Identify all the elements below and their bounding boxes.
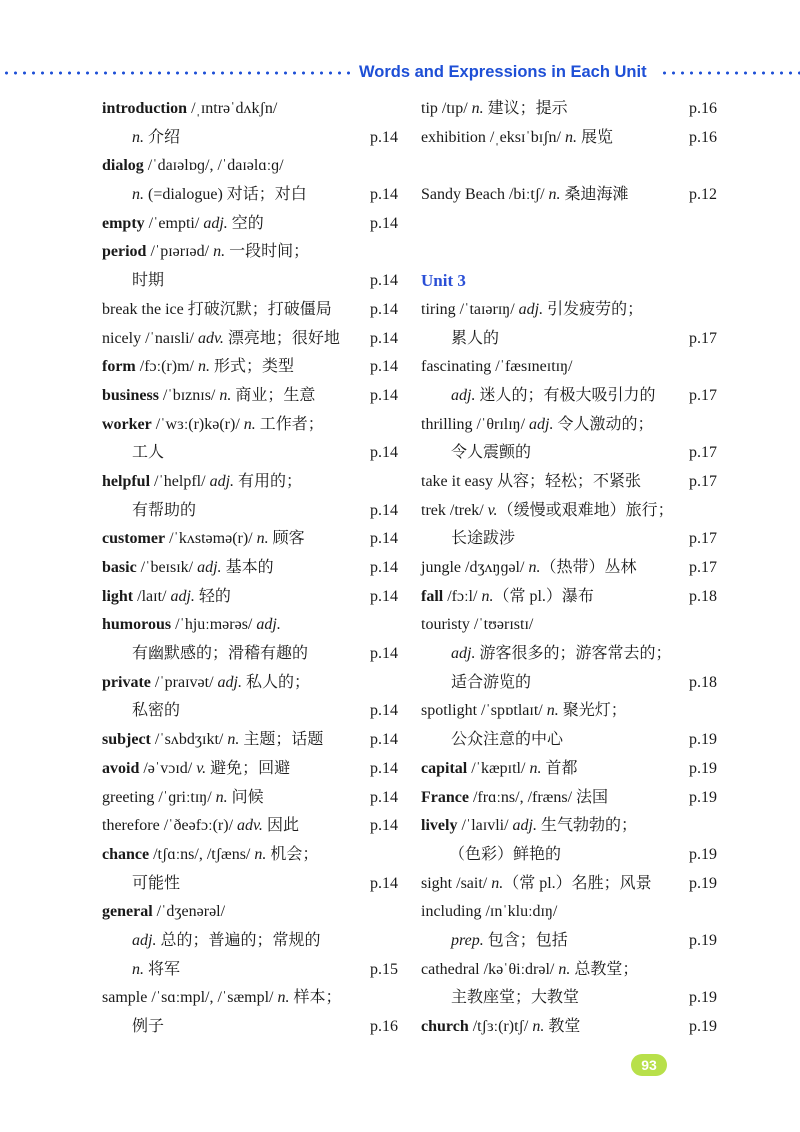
glossary-line bbox=[102, 152, 398, 181]
headword: period bbox=[102, 243, 147, 261]
part-of-speech: n. bbox=[528, 559, 541, 576]
headword: helpful bbox=[102, 472, 151, 490]
glossary-line bbox=[421, 669, 717, 698]
entry-text: n. 介绍 bbox=[132, 128, 181, 146]
page-reference: p.14 bbox=[370, 731, 398, 749]
glossary-line bbox=[102, 497, 398, 526]
page-reference: p.19 bbox=[689, 989, 717, 1007]
part-of-speech: adv. bbox=[237, 817, 263, 835]
entry-text: thrilling /ˈθrɪlɪŋ/ adj. 令人激动的； bbox=[421, 415, 654, 433]
glossary-line bbox=[102, 382, 398, 411]
glossary-line bbox=[421, 984, 717, 1013]
entry-text: avoid /əˈvɔɪd/ v. 避免；回避 bbox=[102, 759, 291, 777]
headword: dialog bbox=[102, 157, 144, 175]
page-reference: p.14 bbox=[370, 444, 398, 462]
glossary-line bbox=[421, 468, 717, 497]
page-reference: p.14 bbox=[370, 214, 398, 232]
part-of-speech: n. bbox=[277, 989, 290, 1007]
page-reference: p.14 bbox=[370, 386, 398, 404]
glossary-line bbox=[102, 697, 398, 726]
part-of-speech: adj. bbox=[203, 214, 228, 232]
page-reference: p.16 bbox=[689, 100, 717, 117]
entry-text: 长途跋涉 bbox=[451, 530, 516, 548]
page-reference: p.19 bbox=[689, 845, 717, 863]
glossary-line bbox=[421, 554, 717, 583]
page-reference: p.17 bbox=[689, 329, 717, 347]
part-of-speech: adj. bbox=[518, 300, 544, 318]
part-of-speech: adv. bbox=[197, 329, 224, 347]
entry-text: capital /ˈkæpɪtl/ n. 首都 bbox=[421, 759, 578, 777]
glossary-line bbox=[102, 669, 398, 698]
entry-text: general /ˈdʒenərəl/ bbox=[102, 903, 226, 921]
part-of-speech: adj. bbox=[217, 673, 242, 691]
entry-text: nicely /ˈnaɪsli/ adv. 漂亮地；很好地 bbox=[102, 329, 340, 347]
entry-text: worker /ˈwɜː(r)kə(r)/ n. 工作者； bbox=[102, 415, 324, 433]
page-reference: p.14 bbox=[370, 645, 398, 663]
glossary-line bbox=[421, 583, 717, 612]
glossary-line bbox=[421, 726, 717, 755]
page-reference: p.14 bbox=[370, 817, 398, 835]
part-of-speech: n. bbox=[215, 788, 228, 806]
entry-text: prep. 包含；包括 bbox=[451, 931, 568, 949]
entry-text: light /laɪt/ adj. 轻的 bbox=[102, 587, 231, 605]
entry-text: adj. 总的；普遍的；常规的 bbox=[132, 931, 321, 949]
glossary-line bbox=[102, 353, 398, 382]
part-of-speech: n. bbox=[132, 128, 144, 146]
glossary-line bbox=[421, 95, 717, 124]
glossary-line bbox=[421, 870, 717, 899]
glossary-line bbox=[421, 124, 717, 153]
entry-text: fascinating /ˈfæsɪneɪtɪŋ/ bbox=[421, 358, 573, 376]
part-of-speech: adj. bbox=[451, 645, 476, 663]
headword: avoid bbox=[102, 759, 140, 777]
part-of-speech: n. bbox=[471, 100, 484, 117]
glossary-line bbox=[102, 611, 398, 640]
entry-text: 公众注意的中心 bbox=[451, 731, 564, 749]
entry-text: customer /ˈkʌstəmə(r)/ n. 顾客 bbox=[102, 530, 305, 548]
page-reference: p.14 bbox=[370, 874, 398, 892]
glossary-line bbox=[421, 1013, 717, 1042]
page-reference: p.17 bbox=[689, 559, 717, 576]
entry-text: 适合游览的 bbox=[451, 673, 532, 691]
page-reference: p.14 bbox=[370, 788, 398, 806]
part-of-speech: n. bbox=[254, 845, 267, 863]
entry-text: 例子 bbox=[132, 1018, 165, 1035]
glossary-line bbox=[102, 755, 398, 784]
glossary-line bbox=[102, 296, 398, 325]
headword: private bbox=[102, 673, 151, 691]
entry-text: introduction /ˌɪntrəˈdʌkʃn/ bbox=[102, 100, 278, 117]
headword: basic bbox=[102, 559, 137, 576]
entry-text: sample /ˈsɑːmpl/, /ˈsæmpl/ n. 样本； bbox=[102, 989, 342, 1007]
part-of-speech: n. bbox=[532, 1018, 545, 1035]
headword: lively bbox=[421, 817, 458, 835]
part-of-speech: n. bbox=[548, 186, 561, 204]
part-of-speech: adj. bbox=[512, 817, 537, 835]
glossary-line bbox=[102, 984, 398, 1013]
header-dots-right bbox=[660, 71, 800, 75]
glossary-line bbox=[421, 296, 717, 325]
page-reference: p.14 bbox=[370, 358, 398, 376]
glossary-line bbox=[421, 353, 717, 382]
page-reference: p.19 bbox=[689, 874, 717, 892]
page-number-badge: 93 bbox=[631, 1054, 667, 1076]
entry-text: basic /ˈbeɪsɪk/ adj. 基本的 bbox=[102, 559, 274, 576]
blank-line bbox=[421, 210, 717, 239]
headword: worker bbox=[102, 415, 152, 433]
entry-text: 工人 bbox=[132, 444, 165, 462]
glossary-line bbox=[102, 726, 398, 755]
entry-text: tip /tɪp/ n. 建议；提示 bbox=[421, 100, 568, 117]
glossary-line bbox=[421, 956, 717, 985]
glossary-line bbox=[102, 554, 398, 583]
entry-text: helpful /ˈhelpfl/ adj. 有用的； bbox=[102, 472, 303, 490]
entry-text: cathedral /kəˈθiːdrəl/ n. 总教堂； bbox=[421, 960, 639, 978]
blank-line bbox=[421, 238, 717, 267]
page-reference: p.19 bbox=[689, 759, 717, 777]
page-reference: p.19 bbox=[689, 931, 717, 949]
blank-line bbox=[421, 152, 717, 181]
entry-text: dialog /ˈdaɪəlɒɡ/, /ˈdaɪəlɑːɡ/ bbox=[102, 157, 284, 175]
entry-text bbox=[421, 273, 466, 290]
glossary-line bbox=[102, 784, 398, 813]
part-of-speech: adj. bbox=[209, 472, 235, 490]
entry-text: subject /ˈsʌbdʒɪkt/ n. 主题；话题 bbox=[102, 731, 324, 749]
page-reference: p.19 bbox=[689, 1018, 717, 1035]
glossary-line bbox=[102, 927, 398, 956]
entry-text: jungle /dʒʌŋɡəl/ n.（热带）丛林 bbox=[421, 559, 637, 576]
page-reference: p.15 bbox=[370, 960, 398, 978]
page-reference: p.17 bbox=[689, 386, 717, 404]
glossary-line bbox=[421, 812, 717, 841]
headword: humorous bbox=[102, 616, 172, 634]
glossary-line bbox=[421, 382, 717, 411]
glossary-line bbox=[421, 640, 717, 669]
page-reference: p.14 bbox=[370, 501, 398, 519]
glossary-line bbox=[102, 325, 398, 354]
part-of-speech: n. bbox=[213, 243, 226, 261]
entry-text: touristy /ˈtʊərɪstɪ/ bbox=[421, 616, 534, 634]
page-reference: p.16 bbox=[370, 1018, 398, 1035]
unit-title: Unit 3 bbox=[421, 271, 466, 291]
entry-text: church /tʃɜː(r)tʃ/ n. 教堂 bbox=[421, 1018, 581, 1035]
part-of-speech: n. bbox=[219, 386, 232, 404]
entry-text: humorous /ˈhjuːmərəs/ adj. bbox=[102, 616, 281, 634]
page-reference: p.18 bbox=[689, 587, 717, 605]
part-of-speech: n. bbox=[227, 731, 240, 749]
entry-text: 累人的 bbox=[451, 329, 500, 347]
glossary-line bbox=[421, 898, 717, 927]
entry-text: 主教座堂；大教堂 bbox=[451, 989, 580, 1007]
glossary-line bbox=[421, 497, 717, 526]
entry-text: 令人震颤的 bbox=[451, 444, 532, 462]
glossary-line bbox=[102, 583, 398, 612]
part-of-speech: adj. bbox=[197, 559, 222, 576]
glossary-line bbox=[421, 841, 717, 870]
part-of-speech: n. bbox=[256, 530, 269, 548]
headword: introduction bbox=[102, 100, 188, 117]
part-of-speech: n. bbox=[491, 874, 504, 892]
glossary-line bbox=[421, 697, 717, 726]
left-column bbox=[102, 95, 398, 1042]
page-reference: p.14 bbox=[370, 530, 398, 548]
headword: capital bbox=[421, 759, 468, 777]
header-dots-left bbox=[2, 71, 354, 75]
glossary-line bbox=[102, 124, 398, 153]
glossary-line bbox=[102, 1013, 398, 1042]
entry-text: n. (=dialogue) 对话；对白 bbox=[132, 186, 307, 204]
entry-text: tiring /ˈtaɪərɪŋ/ adj. 引发疲劳的； bbox=[421, 300, 644, 318]
glossary-line bbox=[102, 956, 398, 985]
page-reference: p.14 bbox=[370, 329, 398, 347]
glossary-line bbox=[102, 468, 398, 497]
headword: business bbox=[102, 386, 159, 404]
headword: form bbox=[102, 358, 136, 376]
headword: customer bbox=[102, 530, 166, 548]
part-of-speech: n. bbox=[197, 358, 210, 376]
headword: church bbox=[421, 1018, 469, 1035]
glossary-line bbox=[421, 611, 717, 640]
page-reference: p.14 bbox=[370, 759, 398, 777]
part-of-speech: n. bbox=[564, 128, 577, 146]
glossary-line bbox=[421, 439, 717, 468]
entry-text: sight /sait/ n.（常 pl.）名胜；风景 bbox=[421, 874, 652, 892]
glossary-line bbox=[421, 927, 717, 956]
entry-text: empty /ˈempti/ adj. 空的 bbox=[102, 214, 264, 232]
part-of-speech: n. bbox=[546, 702, 559, 720]
glossary-line bbox=[102, 812, 398, 841]
entry-text: including /ɪnˈkluːdɪŋ/ bbox=[421, 903, 558, 921]
entry-text: exhibition /ˌeksɪˈbɪʃn/ n. 展览 bbox=[421, 128, 613, 146]
entry-text: take it easy 从容；轻松；不紧张 bbox=[421, 472, 641, 490]
page-reference: p.14 bbox=[370, 702, 398, 720]
part-of-speech: n. bbox=[558, 960, 571, 978]
glossary-line bbox=[421, 525, 717, 554]
page-reference: p.14 bbox=[370, 272, 398, 290]
page-reference: p.12 bbox=[689, 186, 717, 204]
page-reference: p.14 bbox=[370, 186, 398, 204]
entry-text: 有幽默感的；滑稽有趣的 bbox=[132, 645, 309, 663]
page-reference: p.14 bbox=[370, 587, 398, 605]
entry-text: 时期 bbox=[132, 272, 165, 290]
unit-heading bbox=[421, 267, 717, 296]
page-reference: p.14 bbox=[370, 128, 398, 146]
entry-text: 有帮助的 bbox=[132, 501, 197, 519]
entry-text: 私密的 bbox=[132, 702, 181, 720]
glossary-line bbox=[102, 525, 398, 554]
part-of-speech: v. bbox=[487, 501, 498, 519]
glossary-line bbox=[421, 411, 717, 440]
headword: general bbox=[102, 903, 153, 921]
entry-text: Sandy Beach /biːtʃ/ n. 桑迪海滩 bbox=[421, 186, 629, 204]
page-reference: p.14 bbox=[370, 300, 398, 318]
entry-text: trek /trek/ v.（缓慢或艰难地）旅行； bbox=[421, 501, 674, 519]
glossary-line bbox=[102, 841, 398, 870]
page-header bbox=[0, 60, 800, 84]
page-reference: p.17 bbox=[689, 444, 717, 462]
glossary-line bbox=[421, 325, 717, 354]
right-column bbox=[421, 95, 717, 1042]
entry-text: business /ˈbɪznɪs/ n. 商业；生意 bbox=[102, 386, 316, 404]
part-of-speech: adj. bbox=[451, 386, 476, 404]
page-reference: p.19 bbox=[689, 788, 717, 806]
entry-text: n. 将军 bbox=[132, 960, 181, 978]
glossary-line bbox=[102, 898, 398, 927]
entry-text: 可能性 bbox=[132, 874, 181, 892]
part-of-speech: v. bbox=[196, 759, 207, 777]
entry-text: break the ice 打破沉默；打破僵局 bbox=[102, 300, 332, 318]
glossary-line bbox=[102, 640, 398, 669]
glossary-line bbox=[102, 267, 398, 296]
glossary-line bbox=[102, 238, 398, 267]
part-of-speech: n. bbox=[132, 960, 144, 978]
page-reference: p.17 bbox=[689, 472, 717, 490]
page-reference: p.18 bbox=[689, 673, 717, 691]
part-of-speech: n. bbox=[529, 759, 542, 777]
page-reference: p.17 bbox=[689, 530, 717, 548]
page-reference: p.16 bbox=[689, 128, 717, 146]
part-of-speech: n. bbox=[132, 186, 144, 204]
glossary-line bbox=[102, 181, 398, 210]
entry-text: （色彩）鲜艳的 bbox=[449, 845, 562, 863]
entry-text: greeting /ˈɡriːtɪŋ/ n. 问候 bbox=[102, 788, 264, 806]
part-of-speech: adj. bbox=[256, 616, 281, 634]
entry-text: chance /tʃɑːns/, /tʃæns/ n. 机会； bbox=[102, 845, 319, 863]
glossary-line bbox=[421, 784, 717, 813]
part-of-speech: prep. bbox=[451, 931, 484, 949]
header-title: Words and Expressions in Each Unit bbox=[359, 63, 647, 81]
headword: France bbox=[421, 788, 469, 806]
entry-text: therefore /ˈðeəfɔː(r)/ adv. 因此 bbox=[102, 817, 299, 835]
entry-text: private /ˈpraɪvət/ adj. 私人的； bbox=[102, 673, 310, 691]
part-of-speech: adj. bbox=[170, 587, 195, 605]
entry-text: fall /fɔːl/ n.（常 pl.）瀑布 bbox=[421, 587, 594, 605]
entry-text: form /fɔː(r)m/ n. 形式；类型 bbox=[102, 358, 294, 376]
part-of-speech: adj. bbox=[132, 931, 157, 949]
page-reference: p.19 bbox=[689, 731, 717, 749]
headword: chance bbox=[102, 845, 150, 863]
glossary-line bbox=[102, 95, 398, 124]
headword: light bbox=[102, 587, 134, 605]
headword: empty bbox=[102, 214, 145, 232]
headword: subject bbox=[102, 731, 151, 749]
entry-text: adj. 迷人的；有极大吸引力的 bbox=[451, 386, 656, 404]
glossary-line bbox=[421, 181, 717, 210]
part-of-speech: adj. bbox=[529, 415, 554, 433]
entry-text: spotlight /ˈspɒtlaɪt/ n. 聚光灯； bbox=[421, 702, 627, 720]
headword: fall bbox=[421, 587, 444, 605]
page-reference: p.14 bbox=[370, 559, 398, 576]
part-of-speech: n. bbox=[481, 587, 494, 605]
glossary-line bbox=[421, 755, 717, 784]
entry-text: France /frɑːns/, /fræns/ 法国 bbox=[421, 788, 609, 806]
entry-text: lively /ˈlaɪvli/ adj. 生气勃勃的； bbox=[421, 817, 638, 835]
glossary-line bbox=[102, 411, 398, 440]
entry-text: period /ˈpɪərɪəd/ n. 一段时间； bbox=[102, 243, 310, 261]
glossary-line bbox=[102, 439, 398, 468]
entry-text: adj. 游客很多的；游客常去的； bbox=[451, 645, 672, 663]
glossary-line bbox=[102, 210, 398, 239]
part-of-speech: n. bbox=[243, 415, 256, 433]
glossary-line bbox=[102, 870, 398, 899]
